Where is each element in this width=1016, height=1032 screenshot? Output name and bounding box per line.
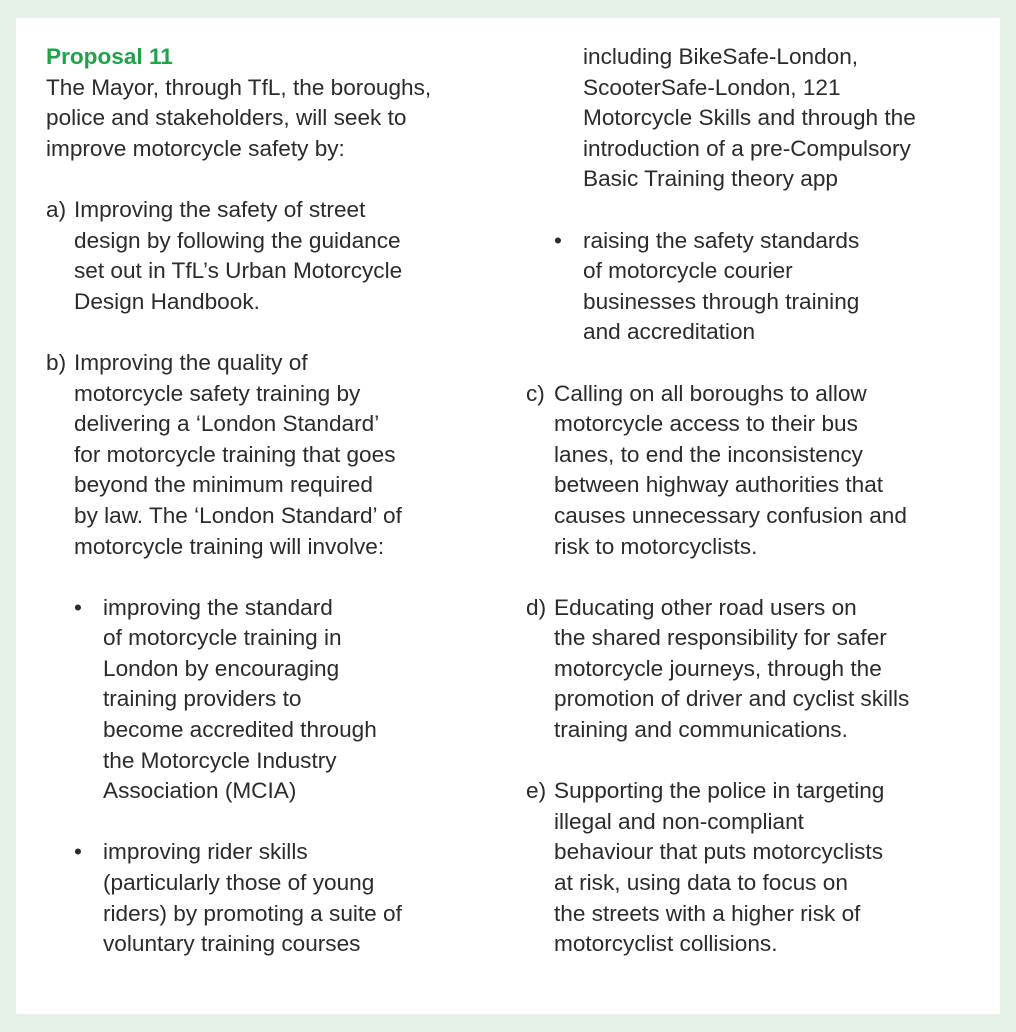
item-b-line: motorcycle training will involve: bbox=[74, 533, 385, 559]
item-a-line: design by following the guidance bbox=[74, 227, 401, 253]
item-a-line: set out in TfL’s Urban Motorcycle bbox=[74, 258, 403, 284]
item-c-marker: c) bbox=[526, 380, 545, 406]
intro-paragraph bbox=[46, 73, 516, 165]
bullet-1-line: training providers to bbox=[103, 686, 302, 712]
bullet-3-symbol: • bbox=[554, 227, 562, 253]
bullet-1-line: of motorcycle training in bbox=[103, 625, 342, 651]
item-c-line: between highway authorities that bbox=[554, 472, 884, 498]
item-e-line: Supporting the police in targeting bbox=[554, 778, 885, 804]
item-c-line: motorcycle access to their bus bbox=[554, 411, 858, 437]
bullet-3-line: of motorcycle courier bbox=[583, 258, 793, 284]
item-b-line: delivering a ‘London Standard’ bbox=[74, 411, 380, 437]
item-d-line: motorcycle journeys, through the bbox=[554, 655, 882, 681]
bullet-3 bbox=[526, 226, 996, 348]
item-e-line: motorcyclist collisions. bbox=[554, 931, 778, 957]
bullet-2-symbol: • bbox=[74, 839, 82, 865]
item-e-line: illegal and non-compliant bbox=[554, 808, 804, 834]
bullet-3-line: raising the safety standards bbox=[583, 227, 860, 253]
item-b-marker: b) bbox=[46, 349, 67, 375]
item-a-line: Improving the safety of street bbox=[74, 196, 366, 222]
item-e-line: behaviour that puts motorcyclists bbox=[554, 839, 884, 865]
bullet-3-line: and accreditation bbox=[583, 319, 756, 345]
bullet-1-line: Association (MCIA) bbox=[103, 778, 297, 804]
bullet-2-line: Motorcycle Skills and through the bbox=[583, 105, 916, 131]
item-a-marker: a) bbox=[46, 196, 67, 222]
item-b-line: Improving the quality of bbox=[74, 349, 308, 375]
item-b-line: for motorcycle training that goes bbox=[74, 441, 396, 467]
intro-line: improve motorcycle safety by: bbox=[46, 135, 345, 161]
right-column bbox=[526, 42, 996, 960]
bullet-2-continued bbox=[526, 42, 996, 195]
left-column bbox=[46, 42, 516, 960]
bullet-2-line: riders) by promoting a suite of bbox=[103, 900, 402, 926]
bullet-1 bbox=[46, 593, 516, 807]
intro-line: police and stakeholders, will seek to bbox=[46, 105, 407, 131]
bullet-2-line: introduction of a pre-Compulsory bbox=[583, 135, 911, 161]
bullet-1-line: improving the standard bbox=[103, 594, 333, 620]
item-a bbox=[46, 195, 516, 317]
item-c bbox=[526, 379, 996, 563]
item-e-line: at risk, using data to focus on bbox=[554, 870, 848, 896]
item-b bbox=[46, 348, 516, 562]
item-e-marker: e) bbox=[526, 778, 547, 804]
bullet-2-line: ScooterSafe-London, 121 bbox=[583, 74, 841, 100]
item-e bbox=[526, 776, 996, 960]
proposal-panel bbox=[16, 18, 1000, 1014]
item-d bbox=[526, 593, 996, 746]
item-d-line: promotion of driver and cyclist skills bbox=[554, 686, 910, 712]
bullet-1-line: become accredited through bbox=[103, 717, 377, 743]
item-b-line: motorcycle safety training by bbox=[74, 380, 361, 406]
item-c-line: risk to motorcyclists. bbox=[554, 533, 758, 559]
bullet-1-symbol: • bbox=[74, 594, 82, 620]
bullet-1-line: the Motorcycle Industry bbox=[103, 747, 337, 773]
item-d-line: training and communications. bbox=[554, 717, 848, 743]
bullet-2 bbox=[46, 837, 516, 959]
item-b-line: by law. The ‘London Standard’ of bbox=[74, 502, 402, 528]
item-d-line: the shared responsibility for safer bbox=[554, 625, 887, 651]
bullet-2-line: Basic Training theory app bbox=[583, 166, 838, 192]
bullet-3-line: businesses through training bbox=[583, 288, 860, 314]
bullet-2-line: (particularly those of young bbox=[103, 870, 375, 896]
item-c-line: lanes, to end the inconsistency bbox=[554, 441, 863, 467]
item-d-line: Educating other road users on bbox=[554, 594, 857, 620]
item-a-line: Design Handbook. bbox=[74, 288, 260, 314]
intro-line: The Mayor, through TfL, the boroughs, bbox=[46, 74, 432, 100]
bullet-1-line: London by encouraging bbox=[103, 655, 340, 681]
bullet-2-line: voluntary training courses bbox=[103, 931, 361, 957]
item-c-line: Calling on all boroughs to allow bbox=[554, 380, 867, 406]
item-b-line: beyond the minimum required bbox=[74, 472, 373, 498]
proposal-title: Proposal 11 bbox=[46, 44, 173, 69]
item-d-marker: d) bbox=[526, 594, 547, 620]
bullet-2-line: including BikeSafe-London, bbox=[583, 44, 859, 69]
item-c-line: causes unnecessary confusion and bbox=[554, 502, 907, 528]
item-e-line: the streets with a higher risk of bbox=[554, 900, 861, 926]
bullet-2-line: improving rider skills bbox=[103, 839, 308, 865]
